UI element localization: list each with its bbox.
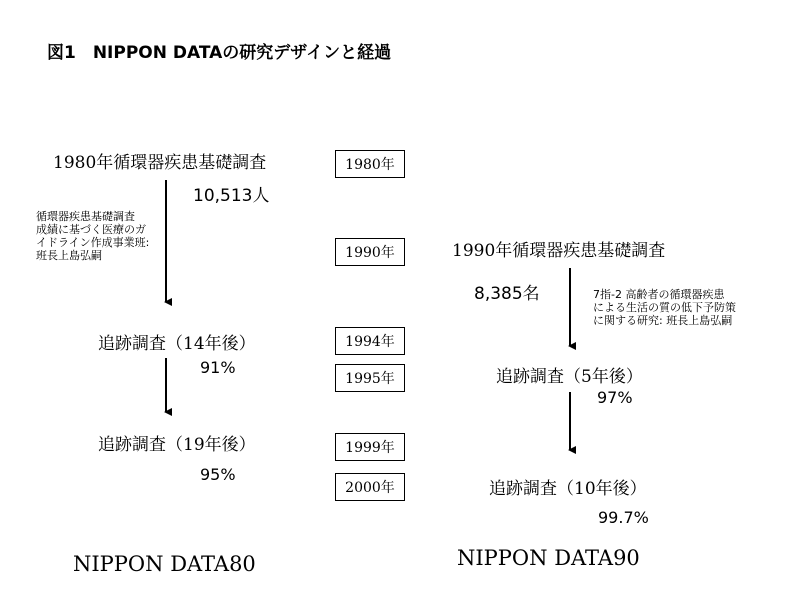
nd80-base-survey: 1980年循環器疾患基礎調査 <box>53 153 267 173</box>
year-box-1990: 1990年 <box>335 238 405 266</box>
nd80-note-line: 成績に基づく医療のガ <box>36 223 146 236</box>
year-box-1995: 1995年 <box>335 364 405 392</box>
nd90-note-line: 7指-2 高齢者の循環器疾患 <box>593 288 725 301</box>
nd80-followup-2-rate: 95% <box>200 465 236 484</box>
nd90-base-survey: 1990年循環器疾患基礎調査 <box>452 241 666 261</box>
nd90-followup-2-rate: 99.7% <box>598 508 649 527</box>
year-box-1994: 1994年 <box>335 327 405 355</box>
nd90-sample-size: 8,385名 <box>474 284 540 304</box>
nd90-funding-note <box>593 288 783 327</box>
nd90-followup-1-rate: 97% <box>597 388 633 407</box>
nd80-note-line: イドライン作成事業班: <box>36 236 150 249</box>
nd90-followup-1: 追跡調査（5年後） <box>496 367 643 387</box>
nd80-series-label: NIPPON DATA80 <box>73 552 256 576</box>
nd80-funding-note <box>36 210 176 262</box>
nd80-followup-1: 追跡調査（14年後） <box>98 334 256 354</box>
year-box-1999: 1999年 <box>335 433 405 461</box>
nd90-followup-2: 追跡調査（10年後） <box>489 479 647 499</box>
nd80-note-line: 循環器疾患基礎調査 <box>36 210 135 223</box>
nd90-series-label: NIPPON DATA90 <box>457 546 640 570</box>
nd80-followup-2: 追跡調査（19年後） <box>98 435 256 455</box>
year-box-2000: 2000年 <box>335 473 405 501</box>
nd80-note-line: 班長上島弘嗣 <box>36 249 102 262</box>
nd80-sample-size: 10,513人 <box>193 186 270 206</box>
figure-title: 図1 NIPPON DATAの研究デザインと経過 <box>47 43 392 63</box>
nd80-followup-1-rate: 91% <box>200 358 236 377</box>
nd90-note-line: による生活の質の低下予防策 <box>593 301 736 314</box>
nd90-note-line: に関する研究: 班長上島弘嗣 <box>593 314 733 327</box>
year-box-1980: 1980年 <box>335 150 405 178</box>
